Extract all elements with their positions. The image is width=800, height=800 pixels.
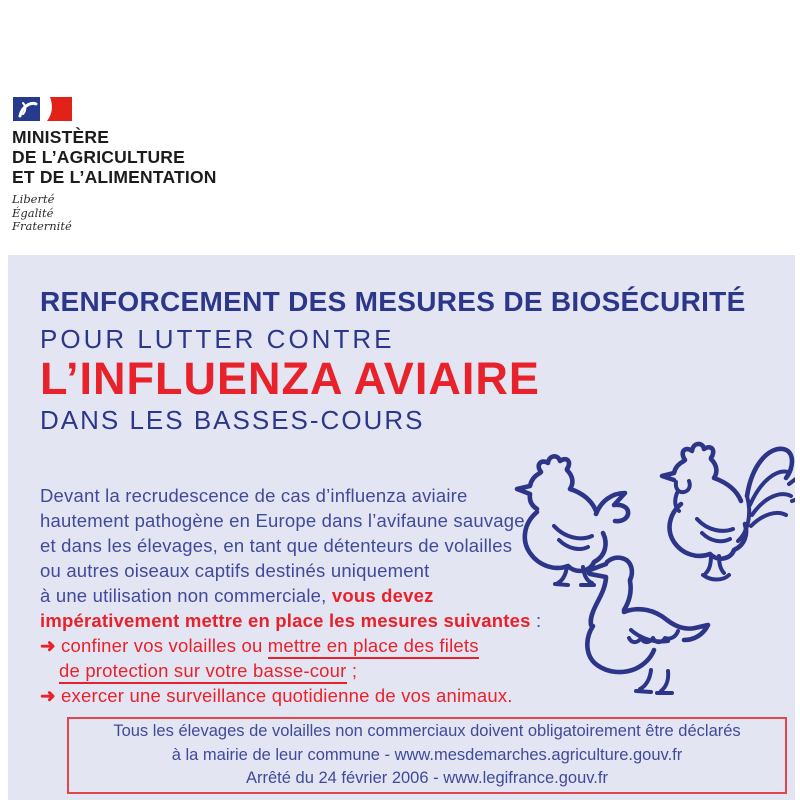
body-segment: ou autres oiseaux captifs destinés uniquement xyxy=(40,560,430,581)
ministry-name-line: ET DE L’ALIMENTATION xyxy=(12,167,217,187)
ministry-name-line: MINISTÈRE xyxy=(12,127,110,147)
body-segment: impérativement mettre en place les mesures suivantes xyxy=(40,610,531,631)
rooster-icon xyxy=(662,444,795,580)
body-segment: mettre en place des filets xyxy=(268,635,479,659)
body-segment: confiner vos volailles ou xyxy=(61,635,268,656)
notice-box xyxy=(67,717,787,794)
body-segment: Devant la recrudescence de cas d’influenza aviaire xyxy=(40,485,468,506)
body-line xyxy=(40,508,530,533)
poultry-illustration xyxy=(505,440,795,718)
content-panel xyxy=(8,255,795,800)
republic-motto xyxy=(12,193,217,234)
body-line xyxy=(40,658,530,683)
ministry-logo xyxy=(12,96,217,234)
headline-lutter-contre: POUR LUTTER CONTRE xyxy=(40,324,395,354)
body-line xyxy=(40,583,530,608)
body-segment: : xyxy=(530,610,542,631)
body-segment: de protection sur votre basse-cour xyxy=(59,660,347,684)
ministry-name xyxy=(12,127,217,187)
goose-icon xyxy=(587,558,708,693)
body-segment: hautement pathogène en Europe dans l’avifaune sauvage xyxy=(40,510,525,531)
notice-line: à la mairie de leur commune - www.mesdemarches.agriculture.gouv.fr xyxy=(171,745,683,764)
motto-line: Égalité xyxy=(12,205,54,220)
body-segment: ; xyxy=(346,660,358,681)
body-line xyxy=(40,483,530,508)
arrow-bullet-icon: ➜ xyxy=(40,635,62,656)
hen-icon xyxy=(517,456,628,585)
body-segment: à une utilisation non commerciale, xyxy=(40,585,332,606)
body-line xyxy=(40,683,530,708)
body-line xyxy=(40,608,542,633)
headline-influenza-aviaire: L’INFLUENZA AVIAIRE xyxy=(40,353,540,404)
body-segment: vous devez xyxy=(331,585,434,606)
motto-line: Fraternité xyxy=(12,219,72,233)
body-text xyxy=(40,483,542,708)
body-line xyxy=(40,533,530,558)
notice-line: Arrêté du 24 février 2006 - www.legifrance.gouv.fr xyxy=(246,769,608,788)
french-flag-icon xyxy=(12,96,74,123)
body-segment: et dans les élevages, en tant que détenteurs de volailles xyxy=(40,535,513,556)
notice-line: Tous les élevages de volailles non commerciaux doivent obligatoirement être déclarés xyxy=(113,722,741,741)
body-segment: exercer une surveillance quotidienne de vos animaux. xyxy=(61,685,513,706)
ministry-name-line: DE L’AGRICULTURE xyxy=(12,147,186,167)
headline-basses-cours: DANS LES BASSES-COURS xyxy=(40,405,425,435)
body-line xyxy=(40,633,530,658)
body-line xyxy=(40,558,530,583)
arrow-bullet-icon: ➜ xyxy=(40,685,62,706)
motto-line: Liberté xyxy=(12,192,55,206)
headline-biosecurity: RENFORCEMENT DES MESURES DE BIOSÉCURITÉ xyxy=(40,286,746,317)
